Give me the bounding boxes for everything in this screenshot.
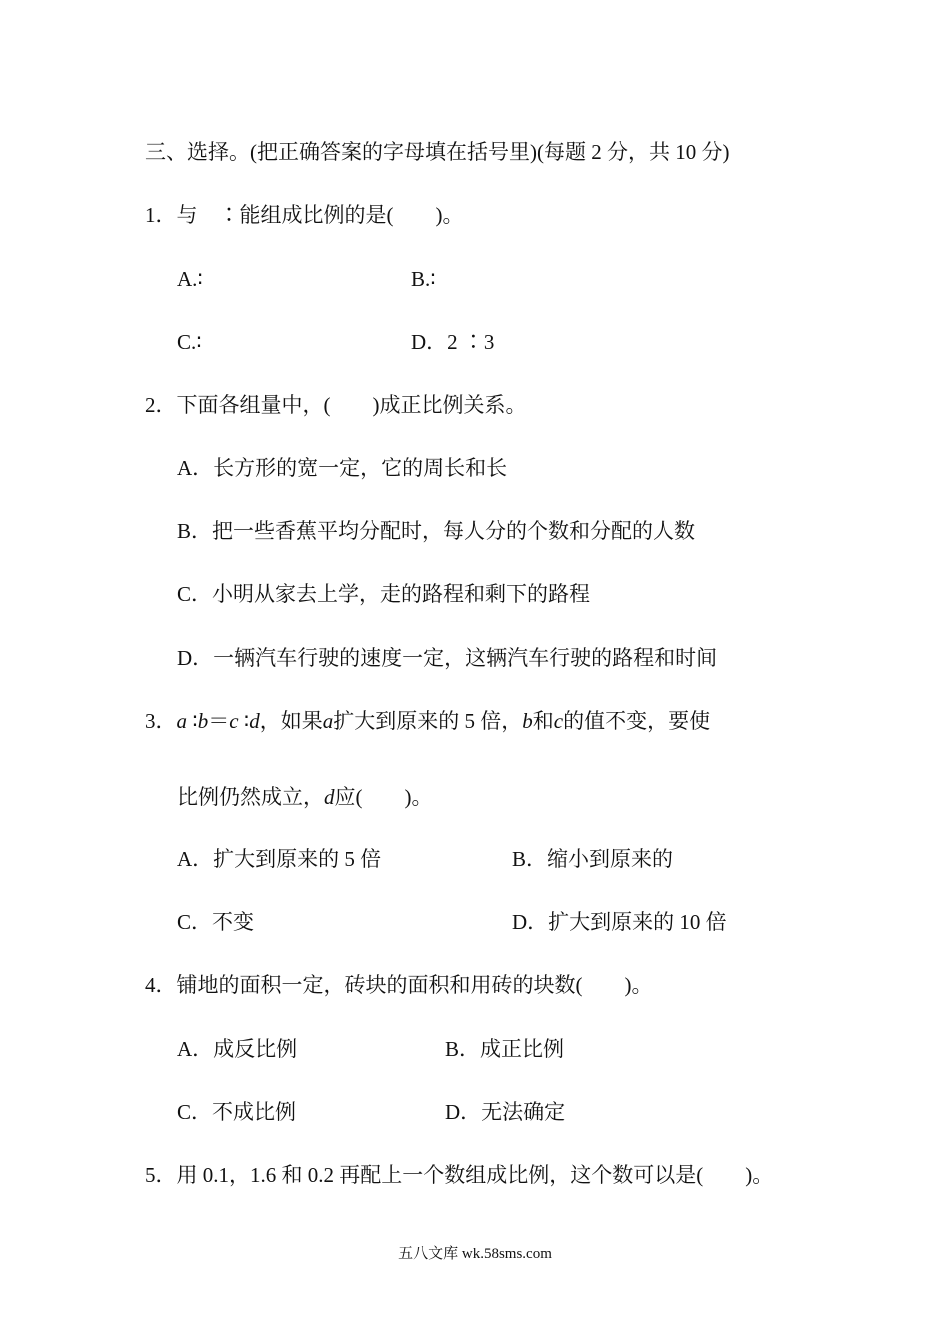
- question-4-option-a: A．成反比例: [177, 1037, 298, 1061]
- question-4-option-c: C．不成比例: [177, 1100, 297, 1124]
- question-3-option-b: B．缩小到原来的: [512, 847, 674, 871]
- variable-a: a: [322, 709, 334, 733]
- question-1-stem: 1．与 ∶能组成比例的是( )。: [145, 203, 464, 227]
- question-number: 3．: [145, 709, 177, 733]
- question-1-option-a: A.∶: [177, 267, 203, 291]
- variable-c: c: [553, 709, 564, 733]
- question-4-option-d: D．无法确定: [445, 1100, 566, 1124]
- question-1-option-c: C.∶: [177, 330, 202, 354]
- question-3-option-c: C．不变: [177, 910, 255, 934]
- variable-b: b: [522, 709, 533, 733]
- stem-text: 应( )。: [334, 785, 433, 809]
- ratio-colon: ∶: [238, 709, 250, 733]
- question-3-option-a: A．扩大到原来的 5 倍: [177, 847, 382, 871]
- equals-sign: ＝: [208, 709, 230, 733]
- stem-text: 比例仍然成立，: [177, 785, 324, 809]
- question-2-option-d: D．一辆汽车行驶的速度一定，这辆汽车行驶的路程和时间: [177, 646, 718, 670]
- footer-watermark: 五八文库 wk.58sms.com: [398, 1246, 552, 1262]
- variable-d: d: [324, 785, 335, 809]
- question-2-option-b: B．把一些香蕉平均分配时，每人分的个数和分配的人数: [177, 519, 696, 543]
- question-3-option-d: D．扩大到原来的 10 倍: [512, 910, 727, 934]
- stem-text: 的值不变，要使: [563, 709, 711, 733]
- variable-c: c: [229, 709, 239, 733]
- variable-d: d: [249, 709, 260, 733]
- question-2-option-a: A．长方形的宽一定，它的周长和长: [177, 456, 508, 480]
- question-4-option-b: B．成正比例: [445, 1037, 565, 1061]
- question-2-option-c: C．小明从家去上学，走的路程和剩下的路程: [177, 582, 591, 606]
- variable-b: b: [197, 709, 209, 733]
- ratio-colon: ∶: [187, 709, 198, 733]
- section-heading: 三、选择。(把正确答案的字母填在括号里)(每题 2 分，共 10 分): [145, 140, 730, 164]
- stem-text: ，如果: [259, 709, 323, 733]
- question-3-stem-line-2: [177, 784, 433, 810]
- stem-text: 和: [532, 709, 554, 733]
- question-4-stem: 4．铺地的面积一定，砖块的面积和用砖的块数( )。: [145, 973, 653, 997]
- question-1-option-b: B.∶: [411, 267, 436, 291]
- question-5-stem: 5．用 0.1，1.6 和 0.2 再配上一个数组成比例，这个数可以是( )。: [145, 1163, 774, 1187]
- variable-a: a: [176, 709, 187, 733]
- question-3-stem-line-1: [145, 708, 710, 734]
- question-1-option-d: D．2 ∶3: [411, 330, 495, 354]
- question-2-stem: 2．下面各组量中，( )成正比例关系。: [145, 393, 527, 417]
- stem-text: 扩大到原来的 5 倍，: [333, 709, 523, 733]
